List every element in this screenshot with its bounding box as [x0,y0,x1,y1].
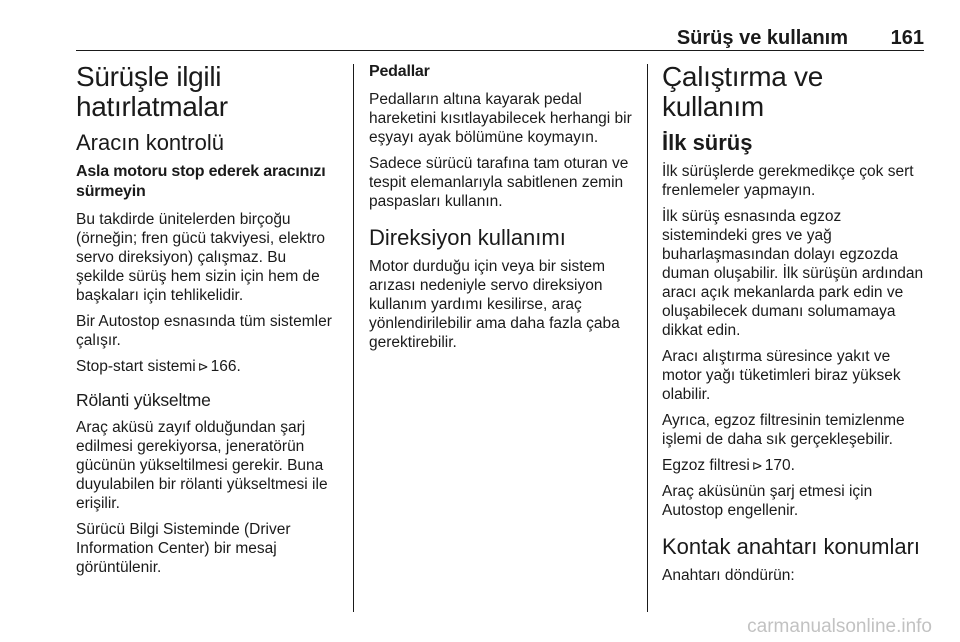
watermark: carmanualsonline.info [747,616,932,637]
paragraph-exhaust-filter-ref [662,456,924,475]
paragraph-dic-message: Sürücü Bilgi Sisteminde (Driver Information Center) bir mesaj görüntülenir. [76,521,291,576]
paragraph-pedal-obstruction: Pedalların altına kayarak pedal hareketini kısıtlayabilecek herhangi bir eşyayı ayak bölümüne koymayın. [369,91,632,146]
paragraph-consumption: Aracı alıştırma süresince yakıt ve motor yağı tüketimleri biraz yüksek olabilir. [662,348,901,403]
paragraph-systems-inoperative: Bu takdirde ünitelerden birçoğu (örneğin; fren gücü takviyesi, elektro servo direksiyon) çalışmaz. Bu şekilde sürüş hem sizin için hem de başkaları için tehlikelidir. [76,211,325,304]
paragraph-stop-start-ref [76,357,338,376]
paragraph-floor-mats: Sadece sürücü tarafına tam oturan ve tespit elemanlarıyla sabitlenen zemin paspasları kullanın. [369,155,629,210]
page-header [76,22,924,51]
column-divider-left [353,64,354,612]
column-middle [369,62,633,359]
ref-text: Stop-start sistemi [76,358,196,375]
heading-first-drive: İlk sürüş [662,130,753,155]
paragraph-turn-key: Anahtarı döndürün: [662,567,795,584]
heading-steering: Direksiyon kullanımı [369,225,566,250]
section-title: Sürüş ve kullanım [676,27,848,49]
heading-ignition-positions: Kontak anahtarı konumları [662,534,921,559]
page-number: 161 [890,27,924,49]
paragraph-autostop-inhibited: Araç aküsünün şarj etmesi için Autostop engellenir. [662,483,873,519]
paragraph-braking: İlk sürüşlerde gerekmedikçe çok sert frenlemeler yapmayın. [662,163,914,199]
ref-page-link[interactable]: 166. [210,358,241,375]
column-left [76,62,338,584]
paragraph-exhaust-smoke: İlk sürüş esnasında egzoz sistemindeki gres ve yağ buharlaşmasından dolayı egzozda duman oluşabilir. İlk sürüşün ardından aracı açık mekanlarda park edin ve oluşabilecek dumanı solumamaya dikkat edin. [662,208,924,339]
chapter-title-driving-hints: Sürüşle ilgili hatırlatmalar [76,61,228,122]
chapter-title-starting-operating: Çalıştırma ve kullanım [662,61,824,122]
paragraph-idle-boost: Araç aküsü zayıf olduğundan şarj edilmesi gerekiyorsa, jeneratörün gücünün yükseltilmesi gerekir. Buna duyulabilen bir rölanti yükseltmesi ile erişilir. [76,419,328,512]
paragraph-filter-cleaning: Ayrıca, egzoz filtresinin temizlenme işlemi de daha sık gerçekleşebilir. [662,412,905,448]
heading-pedals: Pedallar [369,63,430,80]
column-right [662,62,924,592]
ref-text: Egzoz filtresi [662,457,750,474]
page-ref-arrow-icon: ⊳ [197,359,209,374]
ref-page-link[interactable]: 170. [764,457,795,474]
paragraph-steering-assist: Motor durduğu için veya bir sistem arızası nedeniyle servo direksiyon kullanım yardımı kesilirse, araç yönlendirilebilir ama daha fazla çaba gerektirebilir. [369,258,620,351]
page-ref-arrow-icon: ⊳ [751,458,763,473]
paragraph-autostop-systems: Bir Autostop esnasında tüm sistemler çalışır. [76,313,332,349]
heading-idle-speed-boost: Rölanti yükseltme [76,390,211,410]
heading-vehicle-control: Aracın kontrolü [76,130,224,155]
heading-never-coast-engine-off: Asla motoru stop ederek aracınızı sürmeyin [76,163,326,200]
column-divider-right [647,64,648,612]
